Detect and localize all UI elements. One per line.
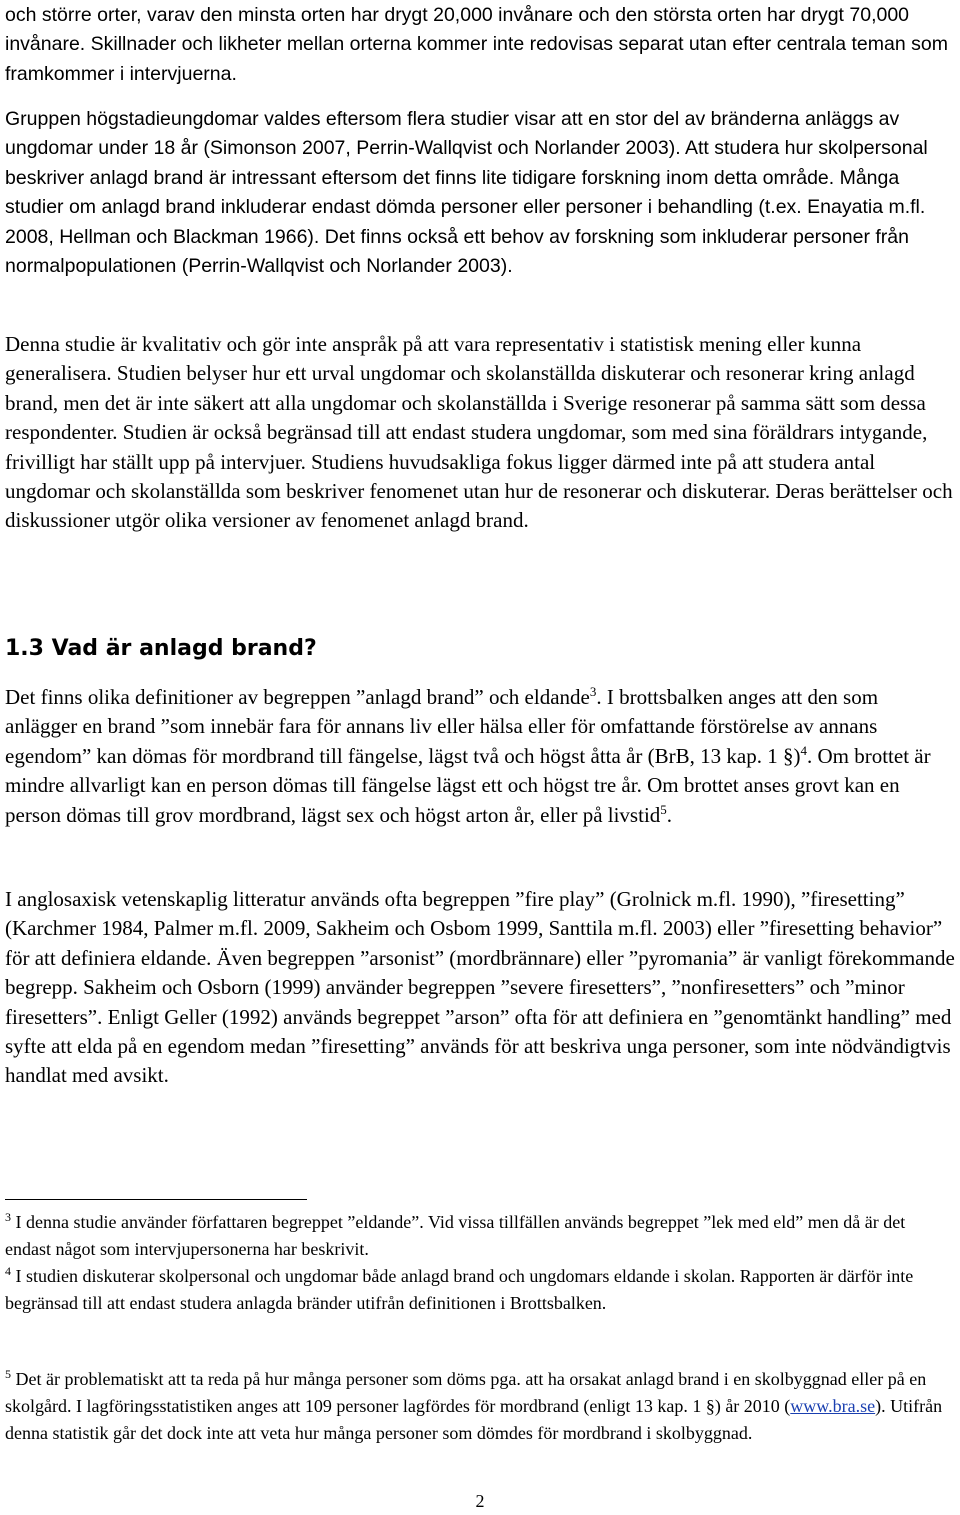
paragraph-intro-continued: och större orter, varav den minsta orten har drygt 20,000 invånare och den största orten har drygt 70,000 invånare. Skillnader och likheter mellan orterna kommer inte redovisas separat utan efter centrala teman som framkommer i intervjuerna. <box>5 4 948 85</box>
footnote-5-text-b: ). Utifrån denna statistik går det dock inte att veta hur många personer som dömdes för mordbrand i skolbyggnad. <box>5 1395 943 1443</box>
paragraph-anglo-literature: I anglosaxisk vetenskaplig litteratur används ofta begreppen ”fire play” (Grolnick m.fl. 1990), ”firesetting” (Karchmer 1984, Palmer m.fl. 2009, Sakheim och Osbom 1999, Santtila m.fl. 2003) eller ”firesetting behavior” för att definiera eldande. Även begreppen ”arsonist” (mordbrännare) eller ”pyromania” är vanligt förekommande begrepp. Sakheim och Osborn (1999) använder begreppen ”severe firesetters”, ”nonfiresetters” och ”minor firesetters”. Enligt Geller (1992) används begreppet ”arson” ofta för att definiera en ”genomtänkt handling” med syfte att elda på en egendom medan ”firesetting” används för att beskriva unga personer, som inte nödvändigtvis handlat med avsikt. <box>5 887 955 1088</box>
document-page <box>5 0 955 1515</box>
footnote-5-text-a: Det är problematiskt att ta reda på hur många personer som döms pga. att ha orsakat anlagd brand i en skolbyggnad eller på en skolgård. I lagföringsstatistiken anges att 109 personer lagfördes för mordbrand (enligt 13 kap. 1 §) år 2010 ( <box>5 1369 927 1416</box>
page-number: 2 <box>475 1491 485 1511</box>
footnote-4-number: 4 <box>5 1264 11 1278</box>
definitions-text-d: . <box>666 802 673 827</box>
definitions-text-c: . Om brottet är mindre allvarligt kan en person dömas till fängelse lägst ett och högst tre år. Om brottet anses grovt kan en person dömas till grov mordbrand, lägst sex och högst arton år, eller på livstid <box>5 743 931 827</box>
footnote-separator <box>5 1199 307 1200</box>
footnote-4 <box>5 1263 955 1317</box>
footnote-ref-4[interactable]: 4 <box>800 742 807 758</box>
paragraph-study-limitations: Denna studie är kvalitativ och gör inte anspråk på att vara representativ i statistisk mening eller kunna generalisera. Studien belyser hur ett urval ungdomar och skolanställda diskuterar och resonerar kring anlagd brand, men det är inte säkert att alla ungdomar och skolanställda i Sverige resonerar på samma sätt som dessa respondenter. Studien är också begränsad till att endast studera ungdomar, som med sina föräldrars intygande, frivilligt har ställt upp på intervjuer. Studiens huvudsakliga fokus ligger därmed inte på att studera antal ungdomar och skolanställda som beskriver fenomenet utan hur de resonerar och diskuterar. Deras berättelser och diskussioner utgör olika versioner av fenomenet anlagd brand. <box>5 332 953 533</box>
definitions-text-a: Det finns olika definitioner av begreppen ”anlagd brand” och eldande <box>5 685 590 709</box>
definitions-text-b: . I brottsbalken anges att den som anlägger en brand ”som innebär fara för annans liv eller hälsa eller för omfattande förstörelse av annans egendom” kan dömas för mordbrand till fängelse, lägst två och högst åtta år (BrB, 13 kap. 1 §) <box>5 685 879 768</box>
paragraph-target-group: Gruppen högstadieungdomar valdes eftersom flera studier visar att en stor del av bränderna anläggs av ungdomar under 18 år (Simonson 2007, Perrin-Wallqvist och Norlander 2003). Att studera hur skolpersonal beskriver anlagd brand är intressant eftersom det finns lite tidigare forskning inom detta område. Många studier om anlagd brand inkluderar endast dömda personer eller personer i behandling (t.ex. Enayatia m.fl. 2008, Hellman och Blackman 1966). Det finns också ett behov av forskning som inkluderar personer från normalpopulationen (Perrin-Wallqvist och Norlander 2003). <box>5 108 928 278</box>
footnote-3 <box>5 1209 955 1263</box>
footnote-3-number: 3 <box>5 1210 11 1224</box>
footnote-4-text: I studien diskuterar skolpersonal och ungdomar både anlagd brand och ungdomars eldande i skolan. Rapporten är därför inte begränsad till att endast studera anlagda bränder utifrån definitionen i Brottsbalken. <box>5 1266 914 1313</box>
section-heading: 1.3 Vad är anlagd brand? <box>5 636 317 661</box>
bra-link[interactable]: www.bra.se <box>790 1395 876 1416</box>
footnote-ref-3[interactable]: 3 <box>589 684 597 699</box>
footnote-ref-5[interactable]: 5 <box>660 801 667 817</box>
paragraph-definitions <box>5 683 955 830</box>
footnote-3-text: I denna studie använder författaren begreppet ”eldande”. Vid vissa tillfällen används begreppet ”lek med eld” men då är det endast något som intervjupersonerna har beskrivit. <box>5 1212 906 1259</box>
footnote-5 <box>5 1366 955 1446</box>
footnote-5-number: 5 <box>5 1367 11 1381</box>
